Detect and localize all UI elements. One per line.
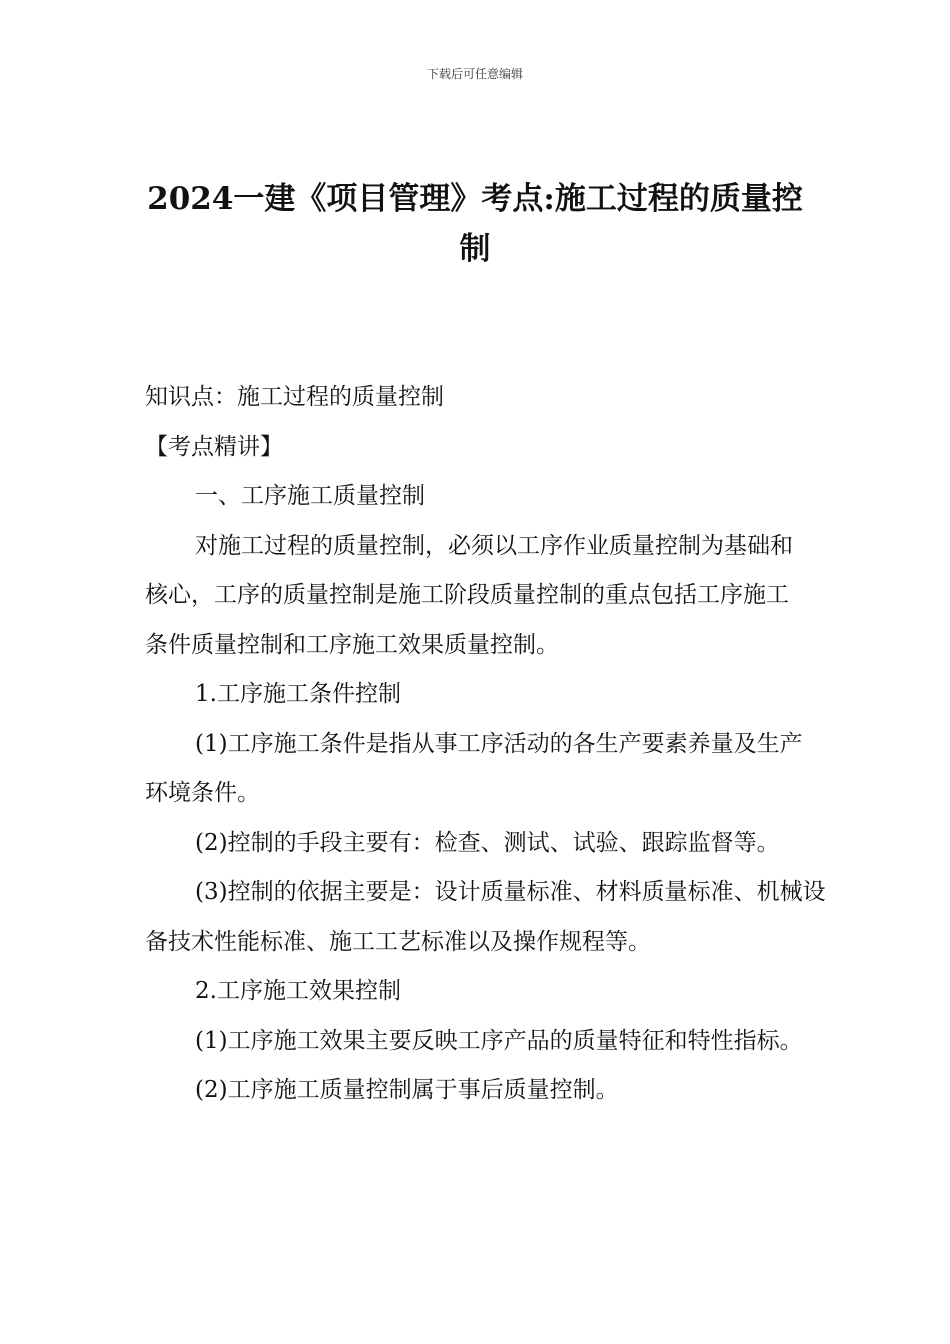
document-title: 2024一建《项目管理》考点:施工过程的质量控制 <box>147 181 803 267</box>
document-body <box>145 373 835 1116</box>
header-note: 下载后可任意编辑 <box>426 67 523 81</box>
body-paragraph: 对施工过程的质量控制，必须以工序作业质量控制为基础和核心，工序的质量控制是施工阶段质量控制的重点包括工序施工条件质量控制和工序施工效果质量控制。 <box>145 532 793 658</box>
heading-level-2: 2.工序施工效果控制 <box>195 978 401 1004</box>
knowledge-point-line: 知识点：施工过程的质量控制 <box>145 384 444 410</box>
list-item: (1)工序施工效果主要反映工序产品的质量特征和特性指标。 <box>195 1027 803 1054</box>
heading-level-1: 一、工序施工质量控制 <box>195 483 425 509</box>
list-item: (2)控制的手段主要有：检查、测试、试验、跟踪监督等。 <box>195 829 780 856</box>
list-item: (3)控制的依据主要是：设计质量标准、材料质量标准、机械设备技术性能标准、施工工艺标准以及操作规程等。 <box>145 879 826 955</box>
heading-level-2: 1.工序施工条件控制 <box>195 681 401 707</box>
list-item: (2)工序施工质量控制属于事后质量控制。 <box>195 1077 619 1103</box>
list-item: (1)工序施工条件是指从事工序活动的各生产要素养量及生产环境条件。 <box>145 730 803 806</box>
section-label: 【考点精讲】 <box>145 433 283 460</box>
